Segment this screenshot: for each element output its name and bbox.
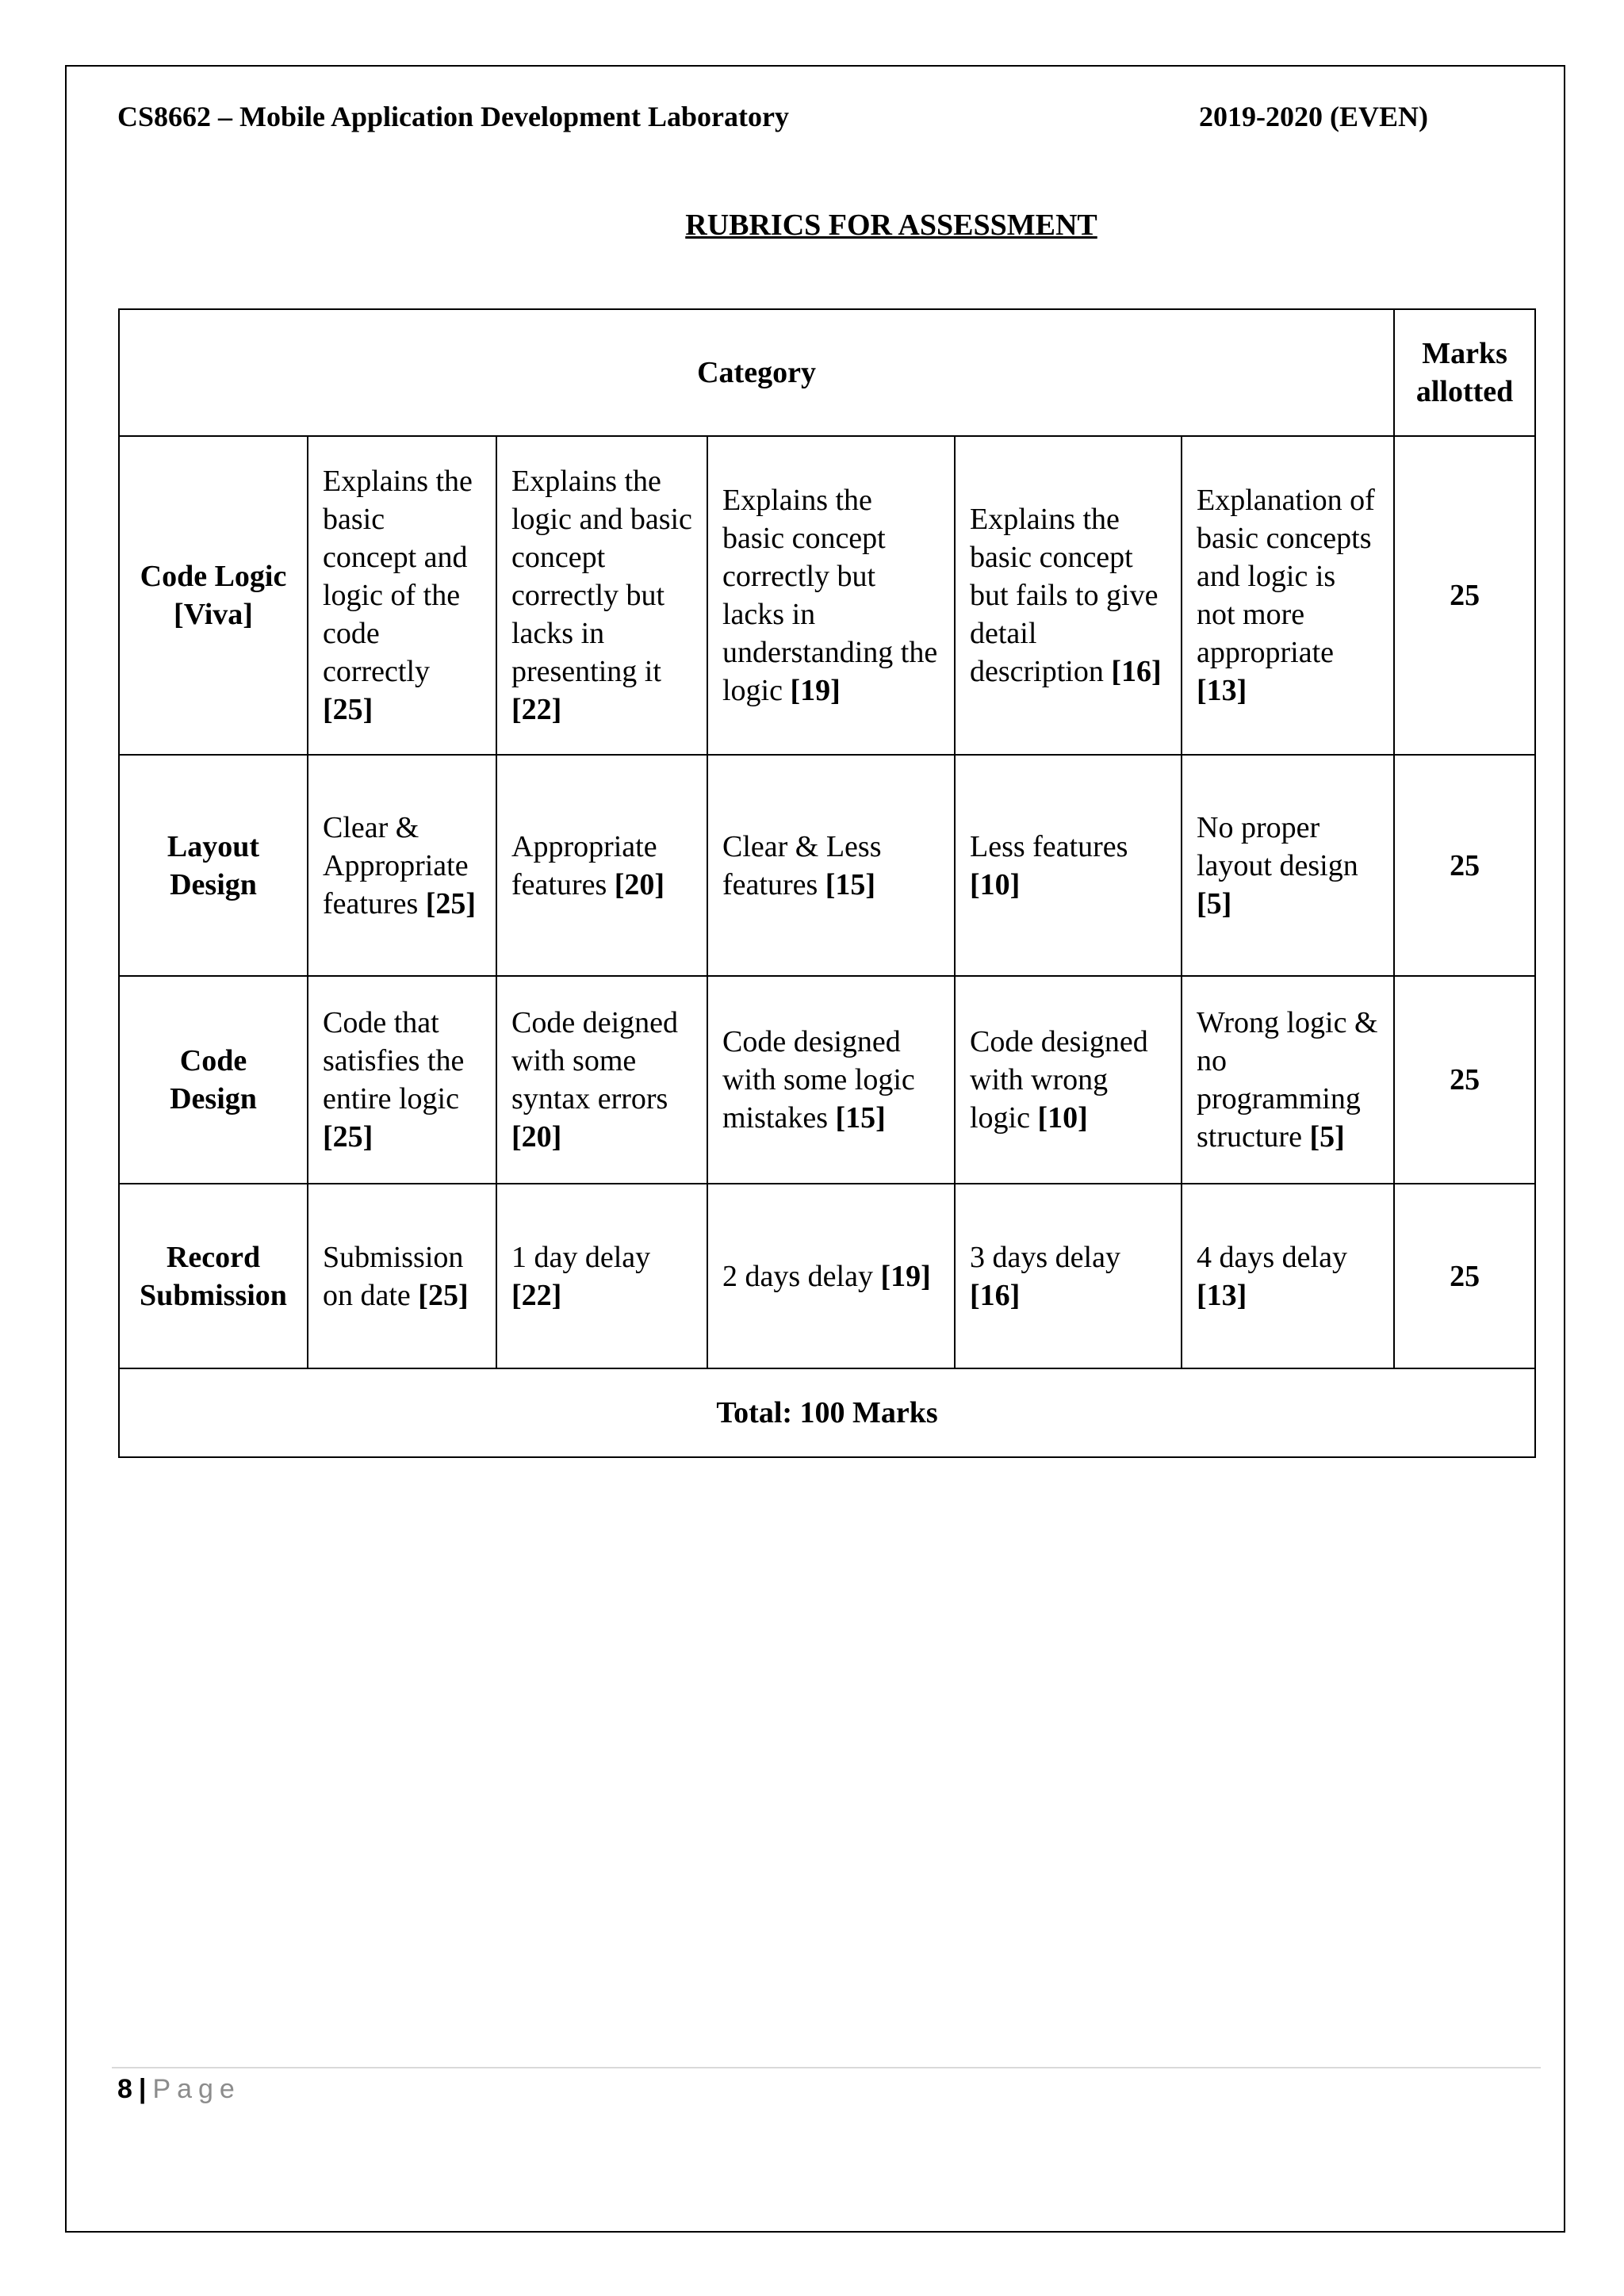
criterion-text: Clear & Appropriate features xyxy=(323,810,469,920)
table-header-row xyxy=(119,309,1535,436)
criterion-cell xyxy=(1182,436,1394,755)
criterion-text: Explanation of basic concepts and logic is not more appropriate xyxy=(1197,484,1375,669)
criterion-cell xyxy=(955,755,1182,976)
criterion-text: 3 days delay xyxy=(970,1240,1120,1274)
marks-cell: 25 xyxy=(1394,1184,1535,1368)
table-row xyxy=(119,755,1535,976)
criterion-cell xyxy=(707,1184,955,1368)
row-label: Code Design xyxy=(119,976,308,1184)
criterion-cell xyxy=(955,976,1182,1184)
criterion-text: Wrong logic & no programming structure xyxy=(1197,1006,1378,1154)
criterion-cell xyxy=(308,976,496,1184)
criterion-score: [22] xyxy=(511,693,562,726)
total-row xyxy=(119,1368,1535,1457)
criterion-score: [10] xyxy=(970,867,1021,901)
page-word: Page xyxy=(152,2074,241,2104)
criterion-text: Submission on date xyxy=(323,1240,464,1312)
rubric-table xyxy=(118,308,1536,1458)
criterion-text: Clear & Less features xyxy=(722,829,882,901)
criterion-score: [25] xyxy=(425,886,477,920)
row-label: Layout Design xyxy=(119,755,308,976)
criterion-cell xyxy=(496,436,707,755)
criterion-score: [25] xyxy=(323,1120,373,1154)
criterion-text: Code designed with some logic mistakes xyxy=(722,1025,915,1135)
page-number: 8 xyxy=(117,2074,132,2104)
criterion-score: [25] xyxy=(418,1278,469,1312)
criterion-cell xyxy=(955,436,1182,755)
criterion-text: Code deigned with some syntax errors xyxy=(511,1006,679,1115)
criterion-score: [5] xyxy=(1309,1120,1345,1154)
marks-cell: 25 xyxy=(1394,755,1535,976)
criterion-text: Explains the basic concept but fails to give detail description xyxy=(970,503,1159,688)
course-title: CS8662 – Mobile Application Development Laboratory xyxy=(117,101,789,132)
table-row xyxy=(119,976,1535,1184)
criterion-text: Explains the logic and basic concept correctly but lacks in presenting it xyxy=(511,465,692,688)
criterion-cell xyxy=(496,755,707,976)
criterion-text: 4 days delay xyxy=(1197,1240,1347,1274)
criterion-score: [22] xyxy=(511,1278,562,1312)
criterion-cell xyxy=(1182,976,1394,1184)
criterion-cell xyxy=(955,1184,1182,1368)
criterion-cell xyxy=(1182,755,1394,976)
criterion-text: Explains the basic concept correctly but lacks in understanding the logic xyxy=(722,484,938,707)
criterion-cell xyxy=(1182,1184,1394,1368)
marks-allotted-header: Marks allotted xyxy=(1394,309,1535,436)
criterion-text: Code that satisfies the entire logic xyxy=(323,1006,465,1115)
row-label: Record Submission xyxy=(119,1184,308,1368)
criterion-score: [25] xyxy=(323,693,373,726)
criterion-cell xyxy=(496,976,707,1184)
criterion-score: [10] xyxy=(1037,1101,1088,1135)
criterion-score: [15] xyxy=(825,867,876,901)
criterion-score: [16] xyxy=(970,1278,1021,1312)
criterion-cell xyxy=(308,755,496,976)
footer-separator: | xyxy=(138,2074,147,2104)
criterion-cell xyxy=(308,1184,496,1368)
criterion-text: Explains the basic concept and logic of the code correctly xyxy=(323,465,473,688)
page-footer xyxy=(117,2074,241,2105)
criterion-text: Less features xyxy=(970,829,1128,863)
footer-divider xyxy=(112,2067,1541,2068)
table-row xyxy=(119,436,1535,755)
criterion-text: No proper layout design xyxy=(1197,810,1358,882)
category-header: Category xyxy=(119,309,1394,436)
criterion-score: [16] xyxy=(1111,655,1162,688)
criterion-cell xyxy=(707,436,955,755)
total-marks: Total: 100 Marks xyxy=(119,1368,1535,1457)
criterion-score: [20] xyxy=(511,1120,562,1154)
criterion-text: Appropriate features xyxy=(511,829,657,901)
criterion-score: [13] xyxy=(1197,674,1247,707)
criterion-score: [5] xyxy=(1197,886,1232,920)
document-title: RUBRICS FOR ASSESSMENT xyxy=(685,209,1097,242)
criterion-score: [19] xyxy=(880,1259,931,1293)
marks-cell: 25 xyxy=(1394,976,1535,1184)
criterion-score: [13] xyxy=(1197,1278,1247,1312)
marks-cell: 25 xyxy=(1394,436,1535,755)
criterion-text: Code designed with wrong logic xyxy=(970,1025,1148,1135)
criterion-cell xyxy=(308,436,496,755)
criterion-cell xyxy=(496,1184,707,1368)
criterion-text: 1 day delay xyxy=(511,1240,651,1274)
criterion-score: [19] xyxy=(790,674,841,707)
criterion-cell xyxy=(707,976,955,1184)
table-row xyxy=(119,1184,1535,1368)
criterion-score: [20] xyxy=(614,867,665,901)
criterion-text: 2 days delay xyxy=(722,1259,873,1293)
academic-year: 2019-2020 (EVEN) xyxy=(1199,101,1428,132)
criterion-cell xyxy=(707,755,955,976)
row-label: Code Logic [Viva] xyxy=(119,436,308,755)
criterion-score: [15] xyxy=(835,1101,886,1135)
